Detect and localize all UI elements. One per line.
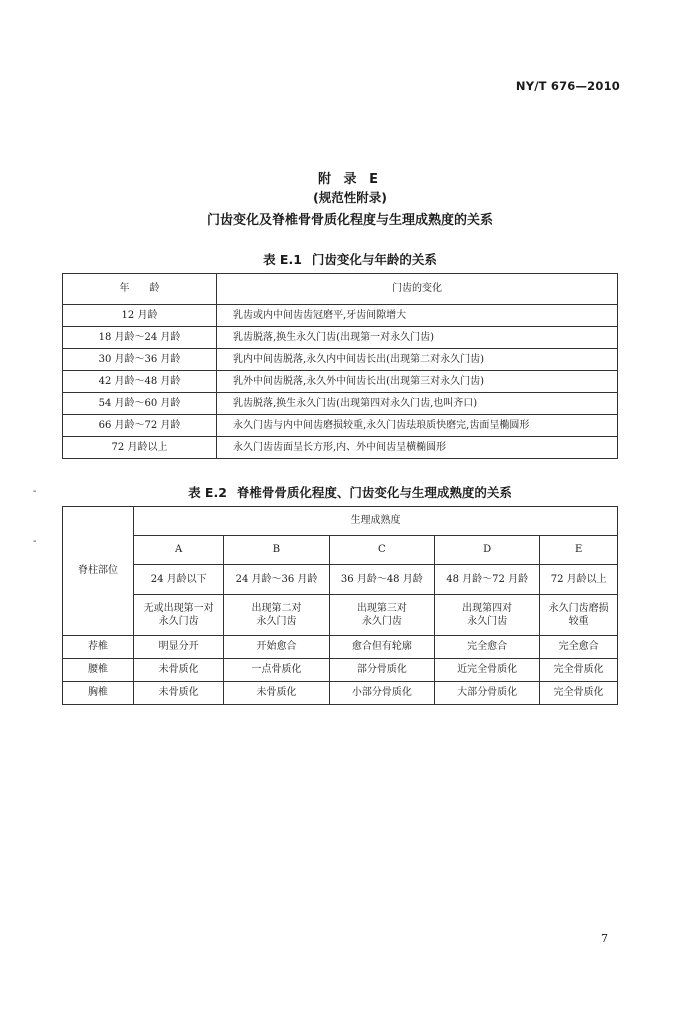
value-cell: 未骨质化	[134, 682, 224, 705]
maturity-header: 生理成熟度	[134, 507, 618, 536]
teeth-line: 出现第三对	[356, 602, 407, 614]
spine-part-cell: 胸椎	[63, 682, 134, 705]
teeth-row	[63, 595, 618, 636]
table1-header-change: 门齿的变化	[217, 274, 618, 305]
value-cell: 未骨质化	[134, 659, 224, 682]
change-cell: 乳内中间齿脱落,永久内中间齿长出(出现第二对永久门齿)	[217, 349, 618, 371]
age-cell: 12 月龄	[63, 305, 217, 327]
age-cell: 72 月龄以上	[63, 437, 217, 459]
table2-caption	[0, 483, 700, 501]
change-cell: 乳外中间齿脱落,永久外中间齿长出(出现第三对永久门齿)	[217, 371, 618, 393]
teeth-cell	[540, 595, 618, 636]
teeth-line: 永久门齿	[361, 616, 402, 627]
age-cell: 24 月龄以下	[134, 565, 224, 595]
page-number: 7	[601, 932, 608, 945]
appendix-heading-text: 门齿变化及脊椎骨骨质化程度与生理成熟度的关系	[206, 213, 493, 228]
table2-number: 表 E.2	[188, 485, 227, 500]
grade-row	[63, 536, 618, 565]
age-cell: 36 月龄～48 月龄	[329, 565, 434, 595]
margin-mark: -	[33, 536, 37, 547]
grade-cell: E	[540, 536, 618, 565]
age-cell: 48 月龄～72 月龄	[435, 565, 540, 595]
grade-cell: A	[134, 536, 224, 565]
age-cell: 42 月龄～48 月龄	[63, 371, 217, 393]
table-row	[63, 305, 618, 327]
margin-mark: -	[33, 486, 37, 497]
age-cell: 66 月龄～72 月龄	[63, 415, 217, 437]
appendix-subtitle: (规范性附录)	[313, 190, 387, 205]
value-cell: 未骨质化	[224, 682, 329, 705]
value-cell: 愈合但有轮廓	[329, 636, 434, 659]
age-cell: 18 月龄～24 月龄	[63, 327, 217, 349]
teeth-line: 永久门齿	[467, 616, 508, 627]
value-cell: 完全骨质化	[540, 659, 618, 682]
table-row	[63, 437, 618, 459]
grade-cell: C	[329, 536, 434, 565]
table-row	[63, 682, 618, 705]
teeth-line: 永久门齿磨损	[548, 602, 609, 614]
grade-cell: D	[435, 536, 540, 565]
table1-header-age: 年 龄	[63, 274, 217, 305]
teeth-cell	[134, 595, 224, 636]
teeth-cell	[435, 595, 540, 636]
change-cell: 乳齿脱落,换生永久门齿(出现第四对永久门齿,也叫齐口)	[217, 393, 618, 415]
table1-title: 门齿变化与年龄的关系	[311, 252, 437, 267]
value-cell: 完全愈合	[540, 636, 618, 659]
value-cell: 小部分骨质化	[329, 682, 434, 705]
value-cell: 一点骨质化	[224, 659, 329, 682]
value-cell: 明显分开	[134, 636, 224, 659]
table-row	[63, 349, 618, 371]
change-cell: 乳齿或内中间齿齿冠磨平,牙齿间隙增大	[217, 305, 618, 327]
teeth-line: 无或出现第一对	[143, 602, 214, 614]
value-cell: 完全骨质化	[540, 682, 618, 705]
teeth-line: 永久门齿	[256, 616, 297, 627]
table1-number: 表 E.1	[263, 252, 302, 267]
value-cell: 开始愈合	[224, 636, 329, 659]
age-row	[63, 565, 618, 595]
table-row	[63, 415, 618, 437]
table-row	[63, 327, 618, 349]
teeth-line: 出现第二对	[251, 602, 302, 614]
table2-header-row	[63, 507, 618, 536]
appendix-title: 附 录 E	[318, 172, 382, 187]
grade-cell: B	[224, 536, 329, 565]
value-cell: 近完全骨质化	[435, 659, 540, 682]
value-cell: 完全愈合	[435, 636, 540, 659]
age-cell: 30 月龄～36 月龄	[63, 349, 217, 371]
spine-part-header: 脊柱部位	[63, 507, 134, 636]
table-row	[63, 636, 618, 659]
value-cell: 大部分骨质化	[435, 682, 540, 705]
change-cell: 乳齿脱落,换生永久门齿(出现第一对永久门齿)	[217, 327, 618, 349]
teeth-line: 较重	[568, 616, 589, 627]
change-cell: 永久门齿齿面呈长方形,内、外中间齿呈横椭圆形	[217, 437, 618, 459]
table1-header-row	[63, 274, 618, 305]
spine-part-cell: 荐椎	[63, 636, 134, 659]
table-row	[63, 659, 618, 682]
table-row	[63, 371, 618, 393]
table-row	[63, 393, 618, 415]
change-cell: 永久门齿与内中间齿磨损较重,永久门齿珐琅质快磨完,齿面呈椭圆形	[217, 415, 618, 437]
teeth-line: 出现第四对	[462, 602, 513, 614]
spine-part-cell: 腰椎	[63, 659, 134, 682]
document-code: NY/T 676—2010	[515, 79, 620, 93]
teeth-cell	[224, 595, 329, 636]
age-cell: 24 月龄～36 月龄	[224, 565, 329, 595]
teeth-cell	[329, 595, 434, 636]
table-spine-maturity	[62, 506, 618, 705]
age-cell: 54 月龄～60 月龄	[63, 393, 217, 415]
teeth-line: 永久门齿	[158, 616, 199, 627]
table2-title: 脊椎骨骨质化程度、门齿变化与生理成熟度的关系	[236, 485, 512, 500]
value-cell: 部分骨质化	[329, 659, 434, 682]
age-cell: 72 月龄以上	[540, 565, 618, 595]
table-teeth-age	[62, 273, 618, 459]
table1-caption	[0, 250, 700, 268]
